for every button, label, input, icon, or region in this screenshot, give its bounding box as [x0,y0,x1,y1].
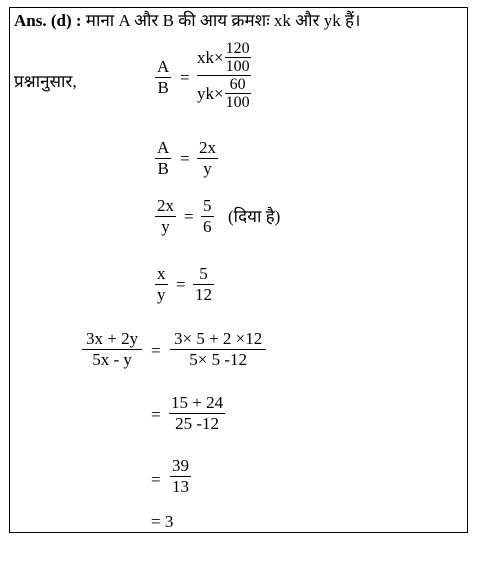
step5-rhs: 3× 5 + 2 ×12 5× 5 -12 [170,329,266,370]
step1-rhs [197,40,251,111]
step2-rhs: 2x y [199,138,216,178]
step3-lhs: 2x y [157,196,174,236]
step7-frac: 39 13 [172,456,189,496]
step1-rhs-num: xk× 120 100 [197,40,250,75]
step3-note: (दिया है) [228,207,281,226]
step2-lhs: A B [157,138,170,178]
step3-rhs: 5 6 [203,196,212,236]
step1-lhs [155,57,171,98]
header-line [14,11,360,31]
answer-statement: माना A और B की आय क्रमशः xk और yk हैं। [85,11,361,30]
step5-lhs: 3x + 2y 5x - y [82,329,142,370]
step4-rhs: 5 12 [195,264,212,304]
step1-eq: = [180,68,190,87]
step6-frac: 15 + 24 25 -12 [171,393,224,433]
step1-lhs-num: A [157,57,170,76]
step1-rhs-den: yk× 60 100 [197,76,250,111]
answer-label: Ans. (d) : [14,11,82,30]
final-result: = 3 [151,512,174,531]
step1-lhs-den: B [157,78,169,97]
step4-lhs: x y [157,264,166,304]
according-label: प्रश्नानुसार, [14,72,77,91]
